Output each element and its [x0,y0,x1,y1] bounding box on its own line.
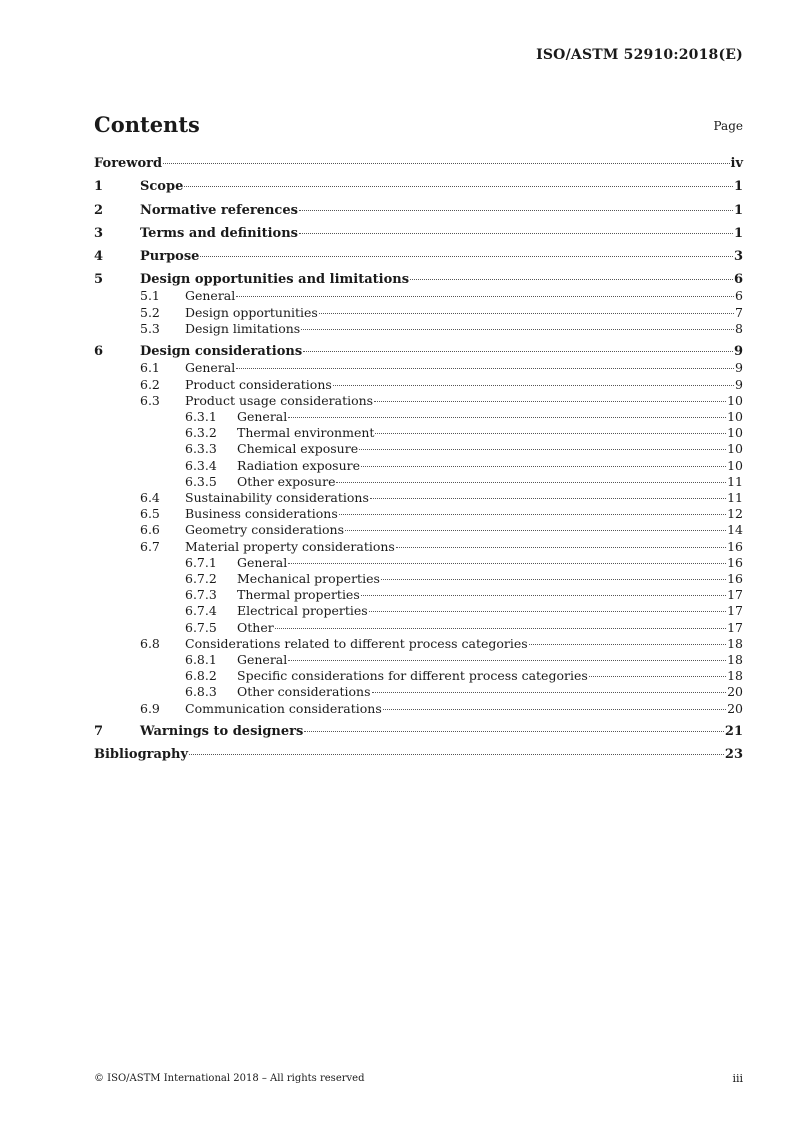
toc-entry-page: 10 [727,457,743,473]
toc-entry-number: 6.4 [140,490,160,506]
toc-entry-title[interactable]: Terms and definitions [140,225,298,241]
toc-entry[interactable] [94,458,743,474]
dot-leader [410,279,733,280]
toc-entry-number: 3 [94,225,104,241]
page-title: Contents [94,112,200,137]
toc-entry-page: 17 [727,603,743,619]
toc-entry[interactable] [94,603,743,619]
toc-entry-page: 7 [735,304,743,320]
dot-leader [333,385,734,386]
toc-entry-number: 6.7.5 [185,619,217,635]
toc-entry-title[interactable]: Design opportunities and limitations [140,272,410,288]
toc-entry-page: 3 [733,249,743,265]
toc-entry-page: 21 [724,724,743,740]
toc-entry-title[interactable]: Specific considerations for different process categories [237,668,588,684]
toc-entry-title[interactable]: Business considerations [185,506,338,522]
toc-entry-page: 14 [727,522,743,538]
dot-leader [275,628,726,629]
toc-entry-number: 6.1 [140,360,160,376]
toc-entry[interactable] [94,522,743,538]
toc-entry[interactable] [94,409,743,425]
dot-leader [370,498,726,499]
toc-entry-title[interactable]: Scope [140,179,184,195]
toc-entry-page: 23 [724,747,743,763]
toc-entry-number: 6.3.1 [185,409,217,424]
dot-leader [184,186,733,187]
toc-entry[interactable] [94,636,743,652]
toc-entry-page: 9 [735,360,743,376]
toc-entry-title[interactable]: Mechanical properties [237,571,380,587]
toc-entry-title[interactable]: Considerations related to different process categories [185,635,528,651]
dot-leader [529,644,726,645]
dot-leader [359,449,726,450]
toc-entry-page: 18 [727,635,743,651]
toc-entry-number: 6.3 [140,392,160,408]
dot-leader [236,296,734,297]
toc-entry-title[interactable]: Foreword [94,156,163,171]
toc-entry[interactable] [94,305,743,321]
toc-entry[interactable] [94,321,743,337]
toc-entry-title[interactable]: General [237,554,288,570]
dot-leader [299,233,733,234]
toc-entry[interactable] [94,555,743,571]
toc-entry[interactable] [94,620,743,636]
toc-entry-page: 1 [733,179,743,195]
toc-entry[interactable] [94,393,743,409]
toc-entry-number: 6.7.3 [185,587,217,603]
dot-leader [319,313,734,314]
toc-entry[interactable] [94,539,743,555]
toc-entry-title[interactable]: Chemical exposure [237,441,359,457]
toc-entry[interactable] [94,652,743,668]
toc-entry-number: 6.7.4 [185,603,217,619]
table-of-contents [94,156,743,763]
toc-entry[interactable] [94,360,743,376]
dot-leader [303,351,733,352]
toc-entry[interactable] [94,747,743,763]
dot-leader [589,676,726,677]
toc-entry-number: 6.3.2 [185,425,217,441]
toc-entry[interactable] [94,377,743,393]
toc-entry[interactable] [94,684,743,700]
toc-entry-title[interactable]: Design considerations [140,344,303,360]
toc-entry-number: 7 [94,724,104,740]
toc-entry[interactable] [94,203,743,219]
toc-entry-number: 6.6 [140,522,160,538]
toc-entry-title[interactable]: General [185,360,236,376]
toc-entry[interactable] [94,668,743,684]
toc-entry[interactable] [94,288,743,304]
toc-entry-title[interactable]: Other [237,619,274,635]
toc-entry-title[interactable]: Electrical properties [237,603,368,619]
dot-leader [288,563,726,564]
toc-entry-page: 17 [727,587,743,603]
toc-entry[interactable] [94,587,743,603]
toc-entry[interactable] [94,249,743,265]
toc-entry-title[interactable]: General [237,652,288,668]
dot-leader [163,163,729,164]
footer-copyright: © ISO/ASTM International 2018 – All rights reserved [94,1073,365,1084]
toc-entry-number: 6.8 [140,635,160,651]
toc-entry-number: 2 [94,202,104,218]
toc-entry-page: 17 [727,619,743,635]
toc-entry-title[interactable]: General [237,409,288,424]
toc-entry-title[interactable]: Product considerations [185,376,332,392]
toc-entry[interactable] [94,441,743,457]
dot-leader [189,754,724,755]
toc-entry-number: 6.3.3 [185,441,217,457]
toc-entry-page: 10 [727,425,743,441]
toc-entry[interactable] [94,571,743,587]
dot-leader [372,692,727,693]
toc-entry[interactable] [94,701,743,717]
dot-leader [381,579,726,580]
toc-entry-title[interactable]: Other considerations [237,684,371,700]
toc-entry-page: 9 [735,376,743,392]
toc-entry[interactable] [94,344,743,360]
toc-entry-title[interactable]: Sustainability considerations [185,490,369,506]
toc-entry-page: 20 [727,684,743,700]
toc-entry-page: 16 [727,554,743,570]
dot-leader [361,595,726,596]
toc-entry-page: 10 [727,441,743,457]
dot-leader [200,256,733,257]
toc-entry-number: 6.8.1 [185,652,217,668]
dot-leader [299,210,733,211]
dot-leader [304,731,724,732]
toc-entry-number: 5.2 [140,304,160,320]
toc-entry-title[interactable]: Bibliography [94,747,189,763]
toc-entry-page: 6 [733,272,743,288]
toc-entry[interactable] [94,179,743,195]
document-id: ISO/ASTM 52910:2018(E) [536,47,743,63]
toc-entry-page: 11 [727,473,743,489]
toc-entry-page: 11 [727,490,743,506]
toc-entry-page: 16 [727,538,743,554]
toc-entry-title[interactable]: Warnings to designers [140,724,304,740]
toc-entry[interactable] [94,226,743,242]
toc-entry-page: 1 [733,225,743,241]
toc-entry-title[interactable]: Material property considerations [185,538,395,554]
toc-entry[interactable] [94,272,743,288]
toc-entry-page: 18 [727,652,743,668]
toc-entry-title[interactable]: Thermal properties [237,587,360,603]
toc-entry-page: 8 [735,320,743,336]
toc-entry-number: 6.8.2 [185,668,217,684]
dot-leader [369,611,726,612]
footer-page-number: iii [732,1072,743,1085]
toc-entry-title[interactable]: Design opportunities [185,304,318,320]
toc-entry[interactable] [94,724,743,740]
toc-entry-number: 5.3 [140,320,160,336]
toc-entry-number: 5 [94,272,104,288]
dot-leader [374,401,726,402]
toc-entry-title[interactable]: Design limitations [185,320,301,336]
page-column-label: Page [713,119,743,133]
toc-entry-number: 6.7.1 [185,554,217,570]
toc-entry-page: 20 [727,700,743,716]
toc-entry-number: 6.7.2 [185,571,217,587]
dot-leader [288,417,726,418]
toc-entry-page: 16 [727,571,743,587]
toc-entry-title[interactable]: General [185,288,236,304]
toc-entry-page: iv [730,156,743,171]
toc-entry-number: 6.7 [140,538,160,554]
toc-entry-number: 6.5 [140,506,160,522]
dot-leader [345,530,726,531]
dot-leader [301,329,734,330]
toc-entry-number: 6.2 [140,376,160,392]
toc-entry-number: 6.3.4 [185,457,217,473]
toc-entry-page: 18 [727,668,743,684]
toc-entry-title[interactable]: Communication considerations [185,700,382,716]
dot-leader [383,709,726,710]
toc-entry-page: 9 [733,344,743,360]
toc-entry-title[interactable]: Purpose [140,249,200,265]
dot-leader [336,482,726,483]
toc-entry-page: 12 [727,506,743,522]
toc-entry-title[interactable]: Geometry considerations [185,522,345,538]
toc-entry[interactable] [94,156,743,172]
toc-entry-title[interactable]: Normative references [140,202,298,218]
toc-entry-title[interactable]: Other exposure [237,473,336,489]
dot-leader [339,514,726,515]
dot-leader [288,660,726,661]
toc-entry-number: 1 [94,179,104,195]
toc-entry-number: 6.9 [140,700,160,716]
toc-entry[interactable] [94,506,743,522]
dot-leader [375,433,726,434]
toc-entry-number: 6.3.5 [185,473,217,489]
toc-entry[interactable] [94,425,743,441]
toc-entry-page: 10 [727,409,743,424]
toc-entry-page: 10 [727,392,743,408]
toc-entry-number: 5.1 [140,288,160,304]
dot-leader [236,368,734,369]
toc-entry-number: 4 [94,249,104,265]
dot-leader [361,466,726,467]
toc-entry-title[interactable]: Radiation exposure [237,457,360,473]
toc-entry-page: 6 [735,288,743,304]
toc-entry-title[interactable]: Product usage considerations [185,392,374,408]
toc-entry-number: 6.8.3 [185,684,217,700]
dot-leader [396,547,726,548]
toc-entry[interactable] [94,490,743,506]
toc-entry-title[interactable]: Thermal environment [237,425,375,441]
toc-entry-number: 6 [94,344,104,360]
toc-entry-page: 1 [733,202,743,218]
toc-entry[interactable] [94,474,743,490]
